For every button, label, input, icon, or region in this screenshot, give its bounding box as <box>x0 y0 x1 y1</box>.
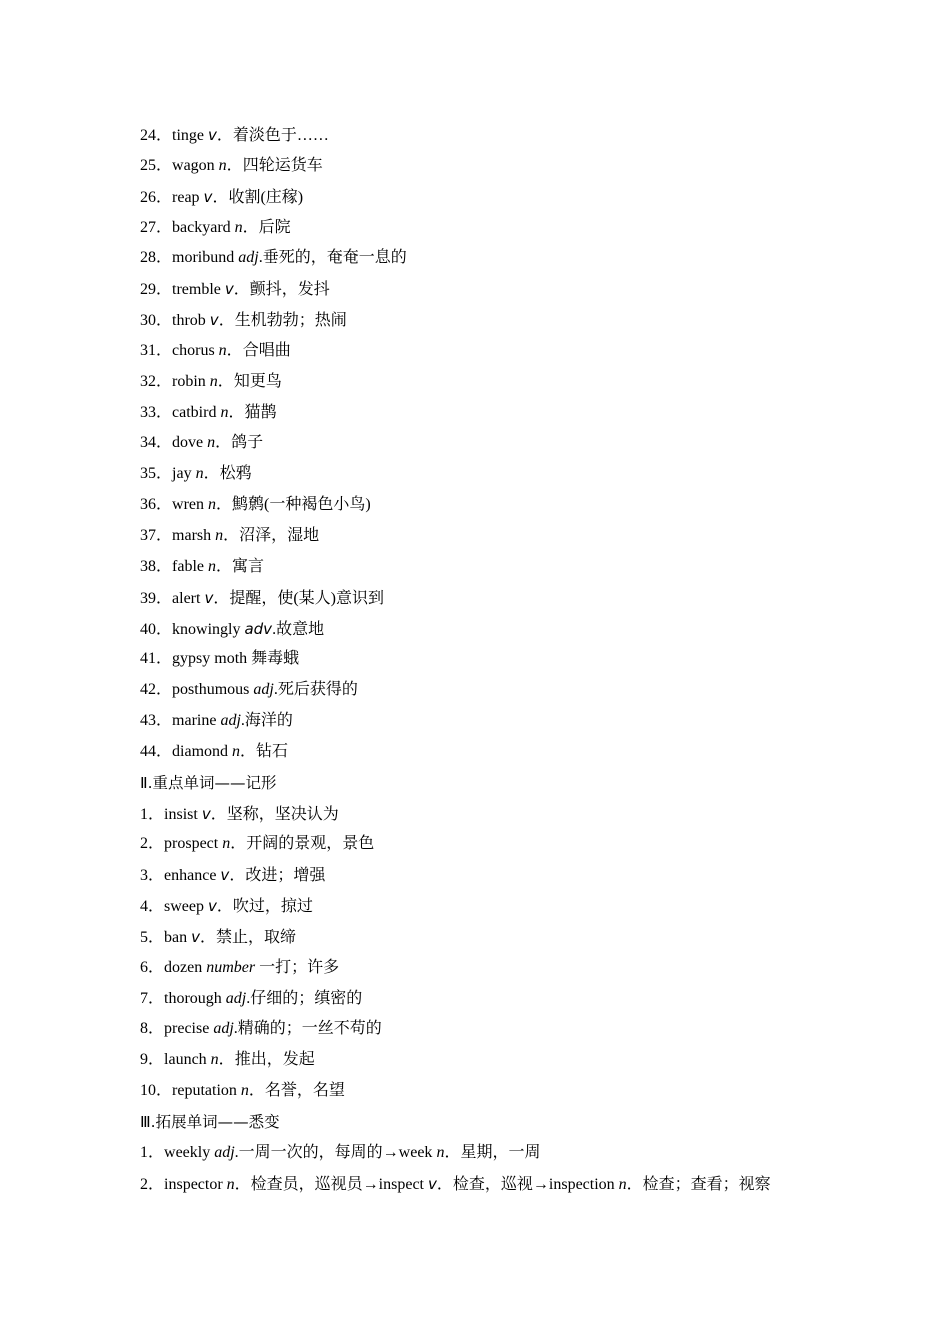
entry-separator: ． <box>229 867 246 885</box>
entry-part-of-speech: n <box>208 496 216 514</box>
entry-word: tremble <box>172 281 225 299</box>
entry-meaning: 猫鹊 <box>244 403 277 421</box>
vocab-entry <box>140 675 840 706</box>
entry-number: 44． <box>140 742 173 760</box>
entry-meaning: 寓言 <box>232 557 265 575</box>
entry-meaning: 颤抖，发抖 <box>249 281 330 299</box>
entry-number: 39． <box>140 589 173 607</box>
entry-word: fable <box>172 557 208 575</box>
vocab-entry <box>140 583 840 614</box>
entry-meaning: 死后获得的 <box>277 681 358 699</box>
entry-part-of-speech: adj <box>225 989 247 1007</box>
entry-word: marsh <box>172 526 216 544</box>
entry-word: chorus <box>172 341 219 359</box>
entry-separator: ． <box>223 526 240 544</box>
section-2-title: Ⅱ.重点单词——记形 <box>140 773 277 792</box>
entry-number: 33． <box>140 403 173 421</box>
vocab-entry <box>140 398 840 429</box>
vocab-entry <box>140 984 840 1015</box>
entry-part-of-speech: adj <box>238 249 259 267</box>
entry-separator: ． <box>242 218 259 236</box>
entry-separator: ． <box>233 281 250 299</box>
entry-number: 28． <box>140 249 173 267</box>
entry-meaning: 开阔的景观，景色 <box>246 835 375 853</box>
vocab-entry <box>140 151 840 182</box>
entry-meaning: 钻石 <box>256 742 289 760</box>
entry-separator: ． <box>218 312 235 330</box>
entry-part-of-speech: n <box>210 1051 219 1069</box>
vocab-entry <box>140 305 840 336</box>
entry-part-of-speech: n <box>195 465 204 483</box>
entry-word: tinge <box>172 127 209 144</box>
entry-meaning: 着淡色于…… <box>232 127 329 144</box>
vocab-entry <box>140 799 840 830</box>
entry-word: jay <box>172 465 196 483</box>
entry-number: 34． <box>140 434 173 452</box>
entry-separator: . <box>240 712 245 730</box>
entry-separator: ． <box>212 188 229 206</box>
entry-separator: ． <box>216 898 233 916</box>
vocab-entry <box>140 614 840 645</box>
entry-number: 4． <box>140 898 165 916</box>
entry-part-of-speech: v <box>201 804 211 823</box>
entry-part-of-speech: v <box>209 311 219 330</box>
entry-word: posthumous <box>172 681 254 699</box>
entry-separator: ． <box>217 372 234 390</box>
entry-word: catbird <box>172 403 221 421</box>
entry-word: insist <box>164 805 202 823</box>
entry-part-of-speech: v <box>220 866 230 885</box>
entry-word: knowingly <box>172 620 245 638</box>
vocab-entry <box>140 274 840 305</box>
entry-word: wagon <box>172 156 219 174</box>
entry-number: 42． <box>140 681 173 699</box>
vocab-entry <box>140 490 840 521</box>
entry-number: 6． <box>140 958 165 976</box>
entry-number: 30． <box>140 312 173 330</box>
entry-word: wren <box>172 496 208 514</box>
entry-word: launch <box>164 1051 211 1069</box>
entry-meaning: 生机勃勃；热闹 <box>234 312 347 330</box>
entry-separator: ． <box>218 1051 235 1069</box>
entry-meaning: 后院 <box>258 218 291 236</box>
entry-number: 27． <box>140 218 173 236</box>
entry-meaning: 松鸦 <box>219 465 252 483</box>
entry-text: weekly <box>164 1143 215 1161</box>
entry-part-of-speech: n <box>436 1143 445 1161</box>
entry-part-of-speech: n <box>240 1082 249 1100</box>
entry-part-of-speech: v <box>428 1174 437 1193</box>
vocab-entry <box>140 737 840 768</box>
vocab-entry <box>140 1045 840 1076</box>
vocab-entry <box>140 1138 840 1169</box>
entry-meaning: 推出，发起 <box>234 1051 315 1069</box>
entry-word: marine <box>172 712 221 730</box>
entry-separator: ． <box>240 742 257 760</box>
entry-word: moribund <box>172 249 239 267</box>
vocab-list-core <box>140 120 840 768</box>
entry-part-of-speech: n <box>207 434 216 452</box>
entry-word: robin <box>172 372 210 390</box>
entry-meaning: 合唱曲 <box>242 341 291 359</box>
entry-part-of-speech: n <box>226 1175 235 1193</box>
entry-meaning: 沼泽，湿地 <box>239 526 320 544</box>
vocab-entry <box>140 336 840 367</box>
entry-part-of-speech: adv <box>244 619 273 638</box>
entry-text: ．检查，巡视→inspection <box>436 1175 619 1193</box>
entry-part-of-speech: n <box>209 372 218 390</box>
entry-meaning: 名誉，名望 <box>264 1082 345 1100</box>
entry-number: 31． <box>140 341 173 359</box>
entry-part-of-speech: n <box>618 1175 627 1193</box>
entry-word: sweep <box>164 898 208 916</box>
vocab-entry <box>140 706 840 737</box>
entry-separator: ． <box>215 434 232 452</box>
entry-separator: . <box>272 620 277 638</box>
entry-number: 9． <box>140 1051 165 1069</box>
entry-word: thorough <box>164 989 226 1007</box>
vocab-list-extension <box>140 1138 840 1200</box>
entry-number: 25． <box>140 156 173 174</box>
vocab-entry <box>140 182 840 213</box>
vocab-entry <box>140 213 840 244</box>
entry-separator: ． <box>248 1082 265 1100</box>
vocab-entry <box>140 367 840 398</box>
entry-word: throb <box>172 312 210 330</box>
entry-word: backyard <box>172 218 235 236</box>
entry-number: 3． <box>140 867 165 885</box>
entry-meaning: 鹪鹩(一种褐色小鸟) <box>232 496 371 514</box>
vocab-entry <box>140 860 840 891</box>
vocab-entry <box>140 953 840 984</box>
entry-separator: . <box>273 681 278 699</box>
entry-meaning: 知更鸟 <box>233 372 282 390</box>
entry-separator: ． <box>230 835 247 853</box>
entry-word: reap <box>172 188 204 206</box>
entry-separator: ． <box>226 341 243 359</box>
entry-separator: ． <box>200 928 217 946</box>
entry-number: 37． <box>140 526 173 544</box>
entry-part-of-speech: adj <box>214 1143 235 1161</box>
entry-meaning: 仔细的；缜密的 <box>250 989 363 1007</box>
entry-separator: . <box>233 1020 238 1038</box>
entry-meaning: 舞毒蛾 <box>251 650 300 668</box>
entry-word: prospect <box>164 835 223 853</box>
entry-word: dove <box>172 434 208 452</box>
vocab-entry <box>140 521 840 552</box>
entry-meaning: 改进；增强 <box>245 867 326 885</box>
entry-part-of-speech: v <box>191 927 201 946</box>
vocab-entry <box>140 1169 840 1200</box>
entry-meaning: 鸽子 <box>231 434 264 452</box>
entry-number: 43． <box>140 712 173 730</box>
entry-separator: . <box>258 249 263 267</box>
vocab-entry <box>140 644 840 675</box>
entry-word: ban <box>164 928 192 946</box>
entry-number: 32． <box>140 372 173 390</box>
entry-meaning: 精确的；一丝不苟的 <box>237 1020 382 1038</box>
entry-part-of-speech: n <box>220 403 229 421</box>
entry-number: 5． <box>140 928 165 946</box>
entry-separator: ． <box>216 496 233 514</box>
entry-part-of-speech: n <box>232 742 241 760</box>
vocab-list-key-words <box>140 799 840 1107</box>
entry-part-of-speech: adj <box>253 681 274 699</box>
entry-number: 2． <box>140 835 165 853</box>
entry-meaning: 故意地 <box>276 620 325 638</box>
entry-number: 41． <box>140 650 173 668</box>
vocab-entry <box>140 552 840 583</box>
entry-part-of-speech: adj <box>220 712 241 730</box>
entry-separator: ． <box>216 127 233 144</box>
entry-number: 40． <box>140 620 173 638</box>
entry-number: 10． <box>140 1082 173 1100</box>
entry-number: 35． <box>140 465 173 483</box>
entry-separator: ． <box>210 805 227 823</box>
entry-part-of-speech: v <box>208 126 217 144</box>
entry-meaning: 禁止，取缔 <box>216 928 297 946</box>
entry-text: inspector <box>164 1175 227 1193</box>
entry-part-of-speech: n <box>218 341 227 359</box>
entry-number: 8． <box>140 1020 165 1038</box>
entry-word: reputation <box>172 1082 241 1100</box>
entry-word: alert <box>172 589 205 607</box>
entry-separator: ． <box>216 557 233 575</box>
entry-number: 1． <box>140 805 165 823</box>
entry-text: .一周一次的，每周的→week <box>234 1143 437 1161</box>
entry-meaning: 一打；许多 <box>259 958 340 976</box>
vocab-entry <box>140 428 840 459</box>
entry-word: dozen <box>164 958 207 976</box>
entry-number: 38． <box>140 557 173 575</box>
entry-number: 29． <box>140 281 173 299</box>
entry-separator: ． <box>226 156 243 174</box>
vocab-entry <box>140 891 840 922</box>
entry-word: gypsy moth <box>172 650 252 668</box>
entry-part-of-speech: n <box>222 835 231 853</box>
entry-text: ．星期，一周 <box>444 1143 541 1161</box>
entry-number: 36． <box>140 496 173 514</box>
vocab-entry <box>140 1014 840 1045</box>
vocabulary-content <box>140 120 840 1200</box>
entry-meaning: 收割(庄稼) <box>228 188 304 206</box>
entry-number: 24． <box>140 127 173 144</box>
entry-part-of-speech: n <box>234 218 243 236</box>
entry-part-of-speech: n <box>208 557 216 575</box>
entry-part-of-speech: n <box>215 526 224 544</box>
entry-part-of-speech: v <box>204 588 214 607</box>
entry-number: 1． <box>140 1143 165 1161</box>
entry-number: 26． <box>140 188 173 206</box>
entry-separator: ． <box>203 465 220 483</box>
entry-meaning: 坚称，坚决认为 <box>226 805 339 823</box>
entry-meaning: 海洋的 <box>244 712 293 730</box>
entry-part-of-speech: v <box>224 280 234 299</box>
entry-part-of-speech: n <box>218 156 227 174</box>
entry-part-of-speech: number <box>206 958 256 976</box>
entry-meaning: 吹过，掠过 <box>232 898 313 916</box>
entry-text: ．检查；查看；视察 <box>626 1175 771 1193</box>
entry-part-of-speech: v <box>203 187 213 206</box>
entry-word: diamond <box>172 742 233 760</box>
vocab-entry <box>140 459 840 490</box>
entry-separator: ． <box>213 589 230 607</box>
entry-separator: ． <box>228 403 245 421</box>
vocab-entry <box>140 120 840 151</box>
entry-part-of-speech: adj <box>213 1020 234 1038</box>
entry-part-of-speech: v <box>208 897 217 916</box>
section-3-title: Ⅲ.拓展单词——悉变 <box>140 1113 280 1131</box>
entry-meaning: 垂死的，奄奄一息的 <box>262 249 407 267</box>
entry-number: 2． <box>140 1175 165 1193</box>
vocab-entry <box>140 1076 840 1107</box>
entry-word: enhance <box>164 867 221 885</box>
entry-word: precise <box>164 1020 214 1038</box>
entry-text: ．检查员，巡视员→inspect <box>234 1175 428 1193</box>
entry-number: 7． <box>140 989 165 1007</box>
entry-meaning: 提醒，使(某人)意识到 <box>229 589 385 607</box>
entry-separator: . <box>246 989 251 1007</box>
vocab-entry <box>140 829 840 860</box>
vocab-entry <box>140 922 840 953</box>
vocab-entry <box>140 243 840 274</box>
entry-meaning: 四轮运货车 <box>242 156 323 174</box>
